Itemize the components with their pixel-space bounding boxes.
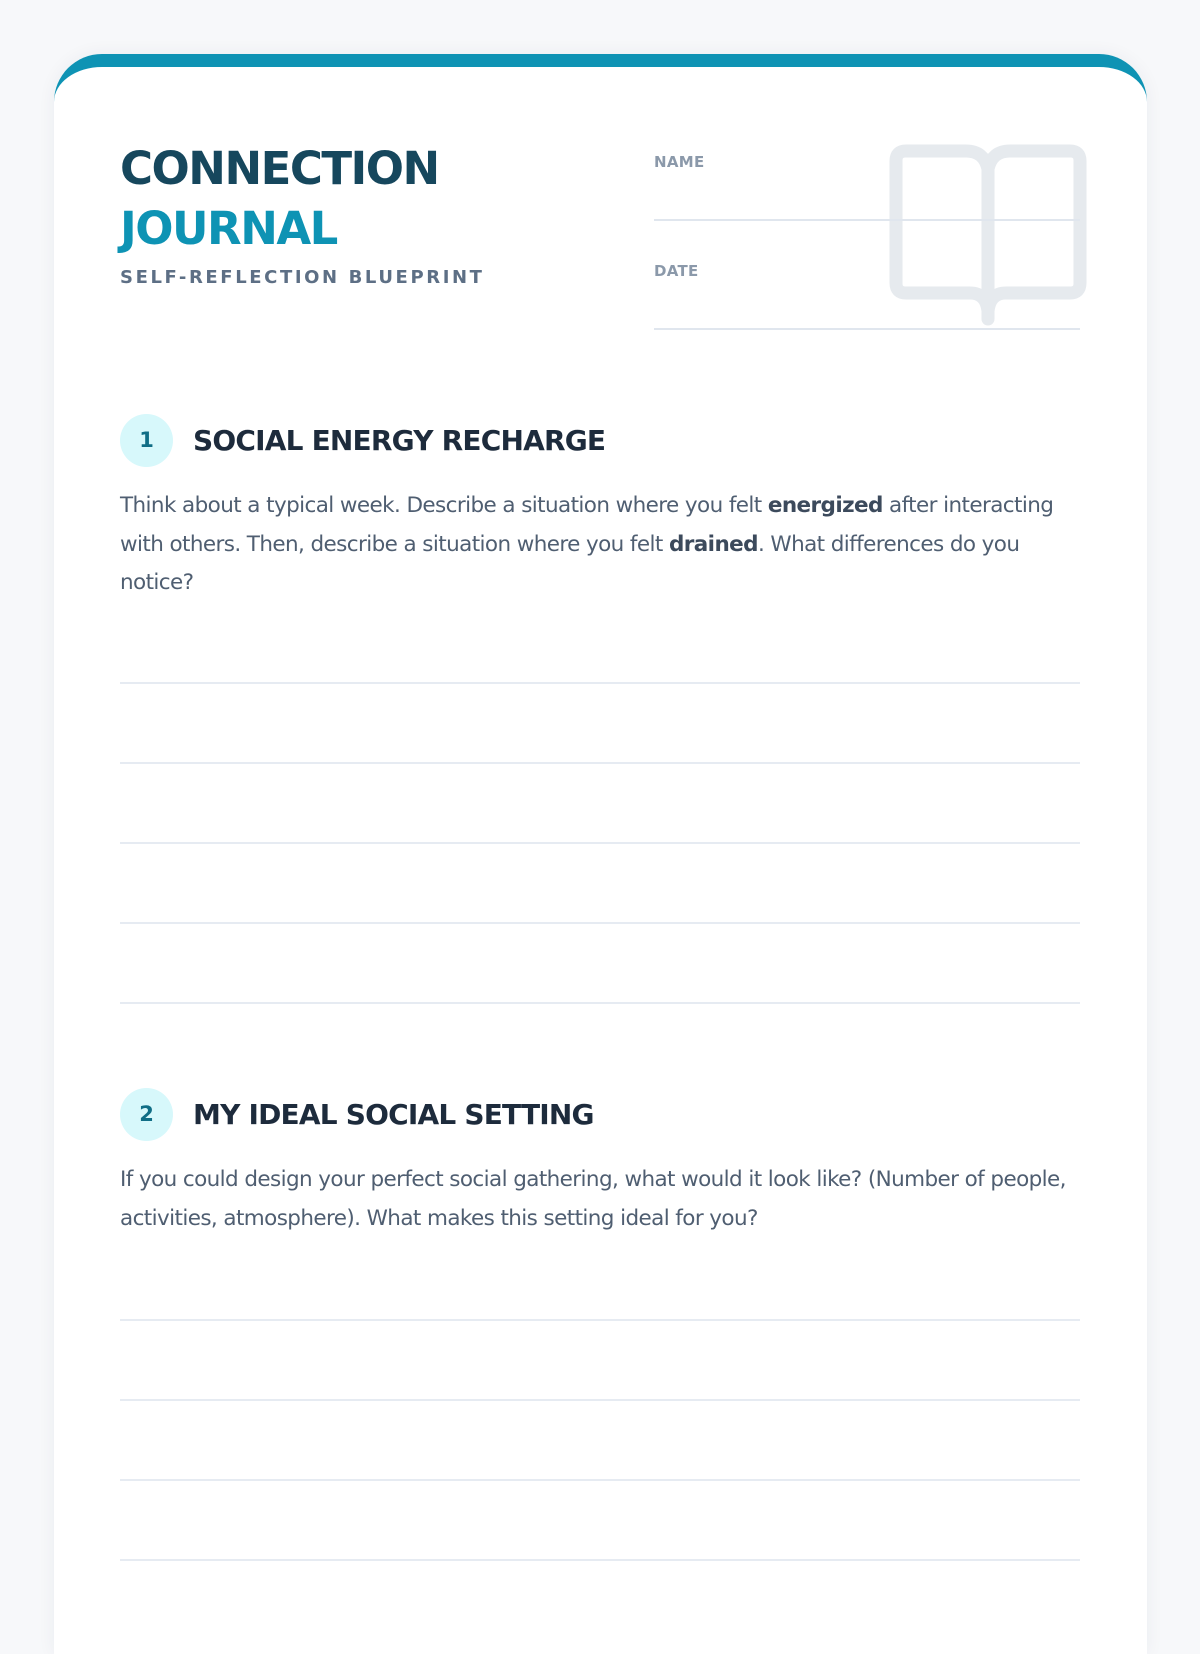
prompt-text: after interacting with others. Then, describe a situation where you felt [120, 493, 1054, 557]
section-2-title: MY IDEAL SOCIAL SETTING [193, 1097, 594, 1131]
section-2-prompt: If you could design your perfect social gathering, what would it look like? (Number of people, activities, atmosphere). What makes this setting ideal for you? [120, 1167, 1066, 1231]
prompt-text: . What differences do you notice? [120, 531, 1020, 595]
date-field[interactable] [654, 262, 1080, 280]
answer-line[interactable] [120, 1399, 1080, 1401]
answer-line[interactable] [120, 762, 1080, 764]
answer-line[interactable] [120, 1559, 1080, 1561]
answer-line[interactable] [120, 682, 1080, 684]
journal-page [54, 54, 1147, 1654]
date-label: DATE [654, 262, 699, 280]
answer-line[interactable] [120, 1319, 1080, 1321]
name-field[interactable] [654, 153, 1080, 171]
section-2-header [120, 1087, 594, 1141]
prompt-emphasis-drained: drained [668, 531, 758, 557]
section-1-title: SOCIAL ENERGY RECHARGE [193, 423, 606, 457]
answer-line[interactable] [120, 842, 1080, 844]
prompt-emphasis-energized: energized [767, 493, 883, 518]
page-subtitle: SELF-REFLECTION BLUEPRINT [120, 267, 485, 288]
section-1-prompt [120, 487, 1070, 603]
prompt-text: Think about a typical week. Describe a situation where you felt [120, 493, 768, 518]
name-label: NAME [654, 153, 705, 171]
answer-line[interactable] [120, 1479, 1080, 1481]
section-2-number-badge: 2 [120, 1088, 173, 1141]
section-1-number-badge: 1 [120, 414, 173, 467]
date-underline [654, 328, 1080, 330]
answer-line[interactable] [120, 922, 1080, 924]
section-1-header [120, 413, 605, 467]
page-title-line1: CONNECTION [120, 142, 439, 195]
name-underline [654, 219, 1080, 221]
title-block [120, 139, 485, 288]
answer-line[interactable] [120, 1002, 1080, 1004]
page-title-line2: JOURNAL [120, 202, 337, 255]
